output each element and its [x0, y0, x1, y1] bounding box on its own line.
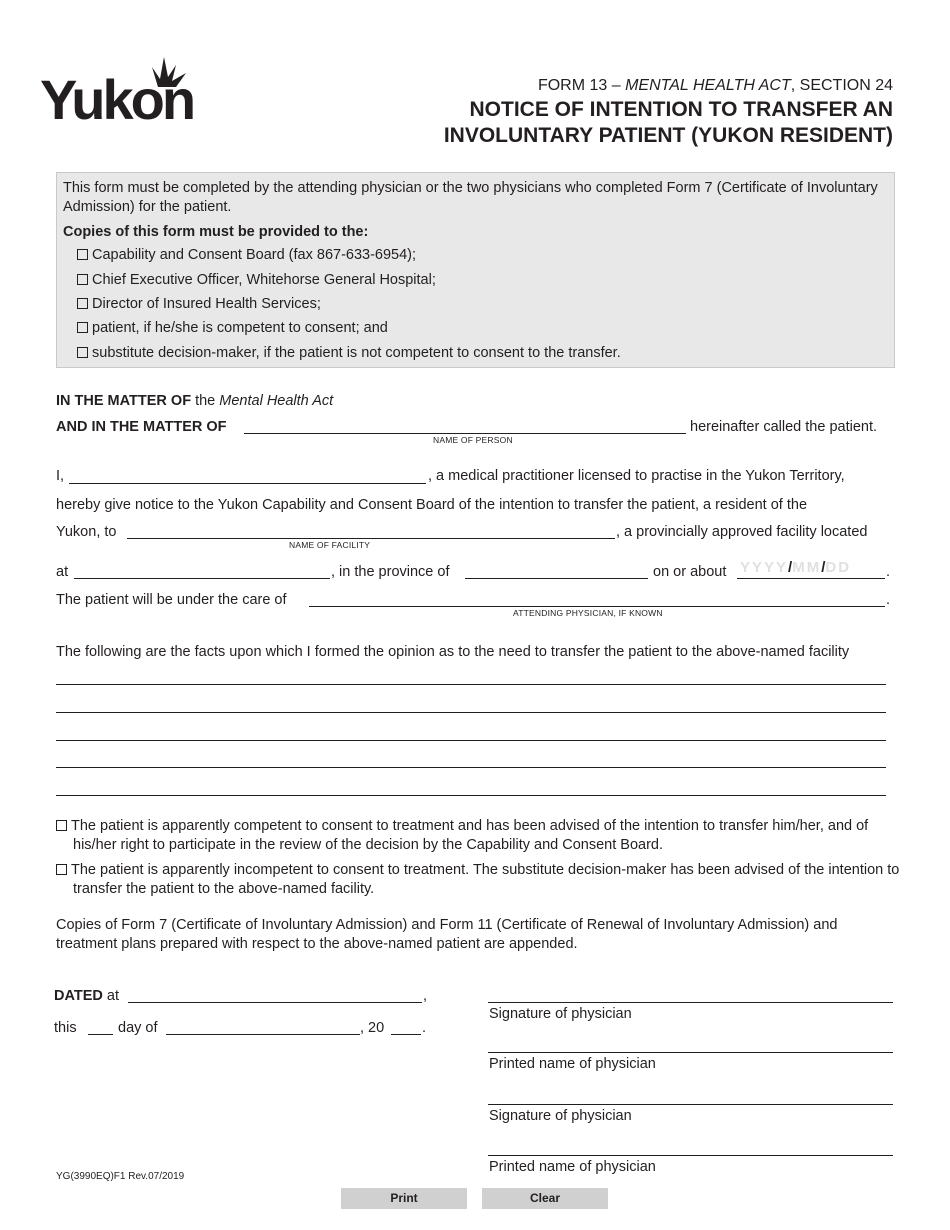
signature-label: Signature of physician — [489, 1108, 632, 1124]
attending-physician-field[interactable] — [309, 606, 885, 607]
checkbox-icon — [77, 249, 88, 260]
patient-name-field[interactable] — [244, 433, 686, 434]
dated-label: DATED at — [54, 988, 119, 1004]
day-field[interactable] — [88, 1034, 113, 1035]
checkbox-icon[interactable] — [56, 864, 67, 875]
checkbox-icon — [77, 322, 88, 333]
signature-line-2[interactable] — [488, 1104, 893, 1105]
practitioner-text: , a medical practitioner licensed to practise in the Yukon Territory, — [428, 468, 845, 484]
facts-line[interactable] — [56, 795, 886, 796]
dated-location-field[interactable] — [128, 1002, 422, 1003]
name-caption: NAME OF PERSON — [433, 435, 513, 445]
care-caption: ATTENDING PHYSICIAN, IF KNOWN — [513, 608, 663, 618]
copies-heading: Copies of this form must be provided to the: — [63, 224, 369, 240]
matter-line: IN THE MATTER OF the Mental Health Act — [56, 393, 334, 409]
incompetent-option[interactable]: The patient is apparently incompetent to consent to treatment. The substitute decision-maker has been advised of the intention to transfer the patient to the above-named facility. — [56, 861, 913, 899]
signature-line-1[interactable] — [488, 1002, 893, 1003]
facts-label: The following are the facts upon which I formed the opinion as to the need to transfer the patient to the above-named facility — [56, 644, 850, 660]
copy-item: Capability and Consent Board (fax 867-633-6954); — [77, 247, 416, 263]
printed-name-label: Printed name of physician — [489, 1159, 656, 1175]
instructions-box — [56, 172, 895, 368]
and-in-matter-label: AND IN THE MATTER OF — [56, 419, 227, 435]
copies-note: Copies of Form 7 (Certificate of Involuntary Admission) and Form 11 (Certificate of Renewal of Involuntary Admission) and treatment plans prepared with respect to the above-named patient are appended. — [56, 917, 838, 952]
copy-item: patient, if he/she is competent to consent; and — [77, 320, 388, 336]
date-placeholder: YYYY/MM/DD — [740, 559, 852, 576]
checkbox-icon[interactable] — [56, 820, 67, 831]
facts-line[interactable] — [56, 740, 886, 741]
care-label: The patient will be under the care of — [56, 592, 287, 608]
patient-suffix: hereinafter called the patient. — [690, 419, 878, 435]
this-label: this — [54, 1020, 77, 1036]
print-button[interactable]: Print — [341, 1188, 467, 1209]
signature-label: Signature of physician — [489, 1006, 632, 1022]
facts-line[interactable] — [56, 712, 886, 713]
day-of-label: day of — [118, 1020, 158, 1036]
printed-name-line-1[interactable] — [488, 1052, 893, 1053]
practitioner-name-field[interactable] — [69, 483, 426, 484]
facts-line[interactable] — [56, 684, 886, 685]
checkbox-icon — [77, 347, 88, 358]
logo-wordmark: Yukon — [40, 68, 194, 125]
province-field[interactable] — [465, 578, 648, 579]
year-field[interactable] — [391, 1034, 421, 1035]
competent-option[interactable]: The patient is apparently competent to consent to treatment and has been advised of the intention to transfer him/her, and of his/her right to participate in the review of the decision by the Capability and Consent Board. — [56, 817, 913, 855]
printed-name-label: Printed name of physician — [489, 1056, 656, 1072]
year-prefix: , 20 — [360, 1020, 385, 1036]
checkbox-icon — [77, 298, 88, 309]
instructions-text: This form must be completed by the attending physician or the two physicians who completed Form 7 (Certificate of Involuntary Admission) for the patient. — [63, 180, 878, 215]
province-label: , in the province of — [331, 564, 450, 580]
form-code: YG(3990EQ)F1 Rev.07/2019 — [56, 1171, 185, 1182]
copy-item: Chief Executive Officer, Whitehorse General Hospital; — [77, 272, 436, 288]
checkbox-icon — [77, 274, 88, 285]
on-or-about-label: on or about — [653, 564, 727, 580]
dated-comma: , — [423, 988, 428, 1004]
i-label: I, — [56, 468, 65, 484]
month-field[interactable] — [166, 1034, 360, 1035]
facility-caption: NAME OF FACILITY — [289, 540, 371, 550]
yukon-logo — [40, 55, 212, 125]
care-period: . — [886, 592, 891, 608]
facility-name-field[interactable] — [127, 538, 615, 539]
facility-suffix: , a provincially approved facility located — [616, 524, 868, 540]
facts-line[interactable] — [56, 767, 886, 768]
notice-text: hereby give notice to the Yukon Capability and Consent Board of the intention to transfer the patient, a resident of the — [56, 497, 808, 513]
clear-button[interactable]: Clear — [482, 1188, 608, 1209]
location-field[interactable] — [74, 578, 330, 579]
date-field[interactable] — [737, 578, 885, 579]
form-title: NOTICE OF INTENTION TO TRANSFER AN INVOLUNTARY PATIENT (YUKON RESIDENT) — [443, 98, 893, 147]
yukon-to-label: Yukon, to — [56, 524, 117, 540]
copy-item: Director of Insured Health Services; — [77, 296, 321, 312]
date-period: . — [886, 564, 891, 580]
year-period: . — [422, 1020, 427, 1036]
form-number: FORM 13 – MENTAL HEALTH ACT, SECTION 24 — [537, 77, 893, 94]
printed-name-line-2[interactable] — [488, 1155, 893, 1156]
at-label: at — [56, 564, 69, 580]
copy-item: substitute decision-maker, if the patient is not competent to consent to the transfer. — [77, 345, 621, 361]
